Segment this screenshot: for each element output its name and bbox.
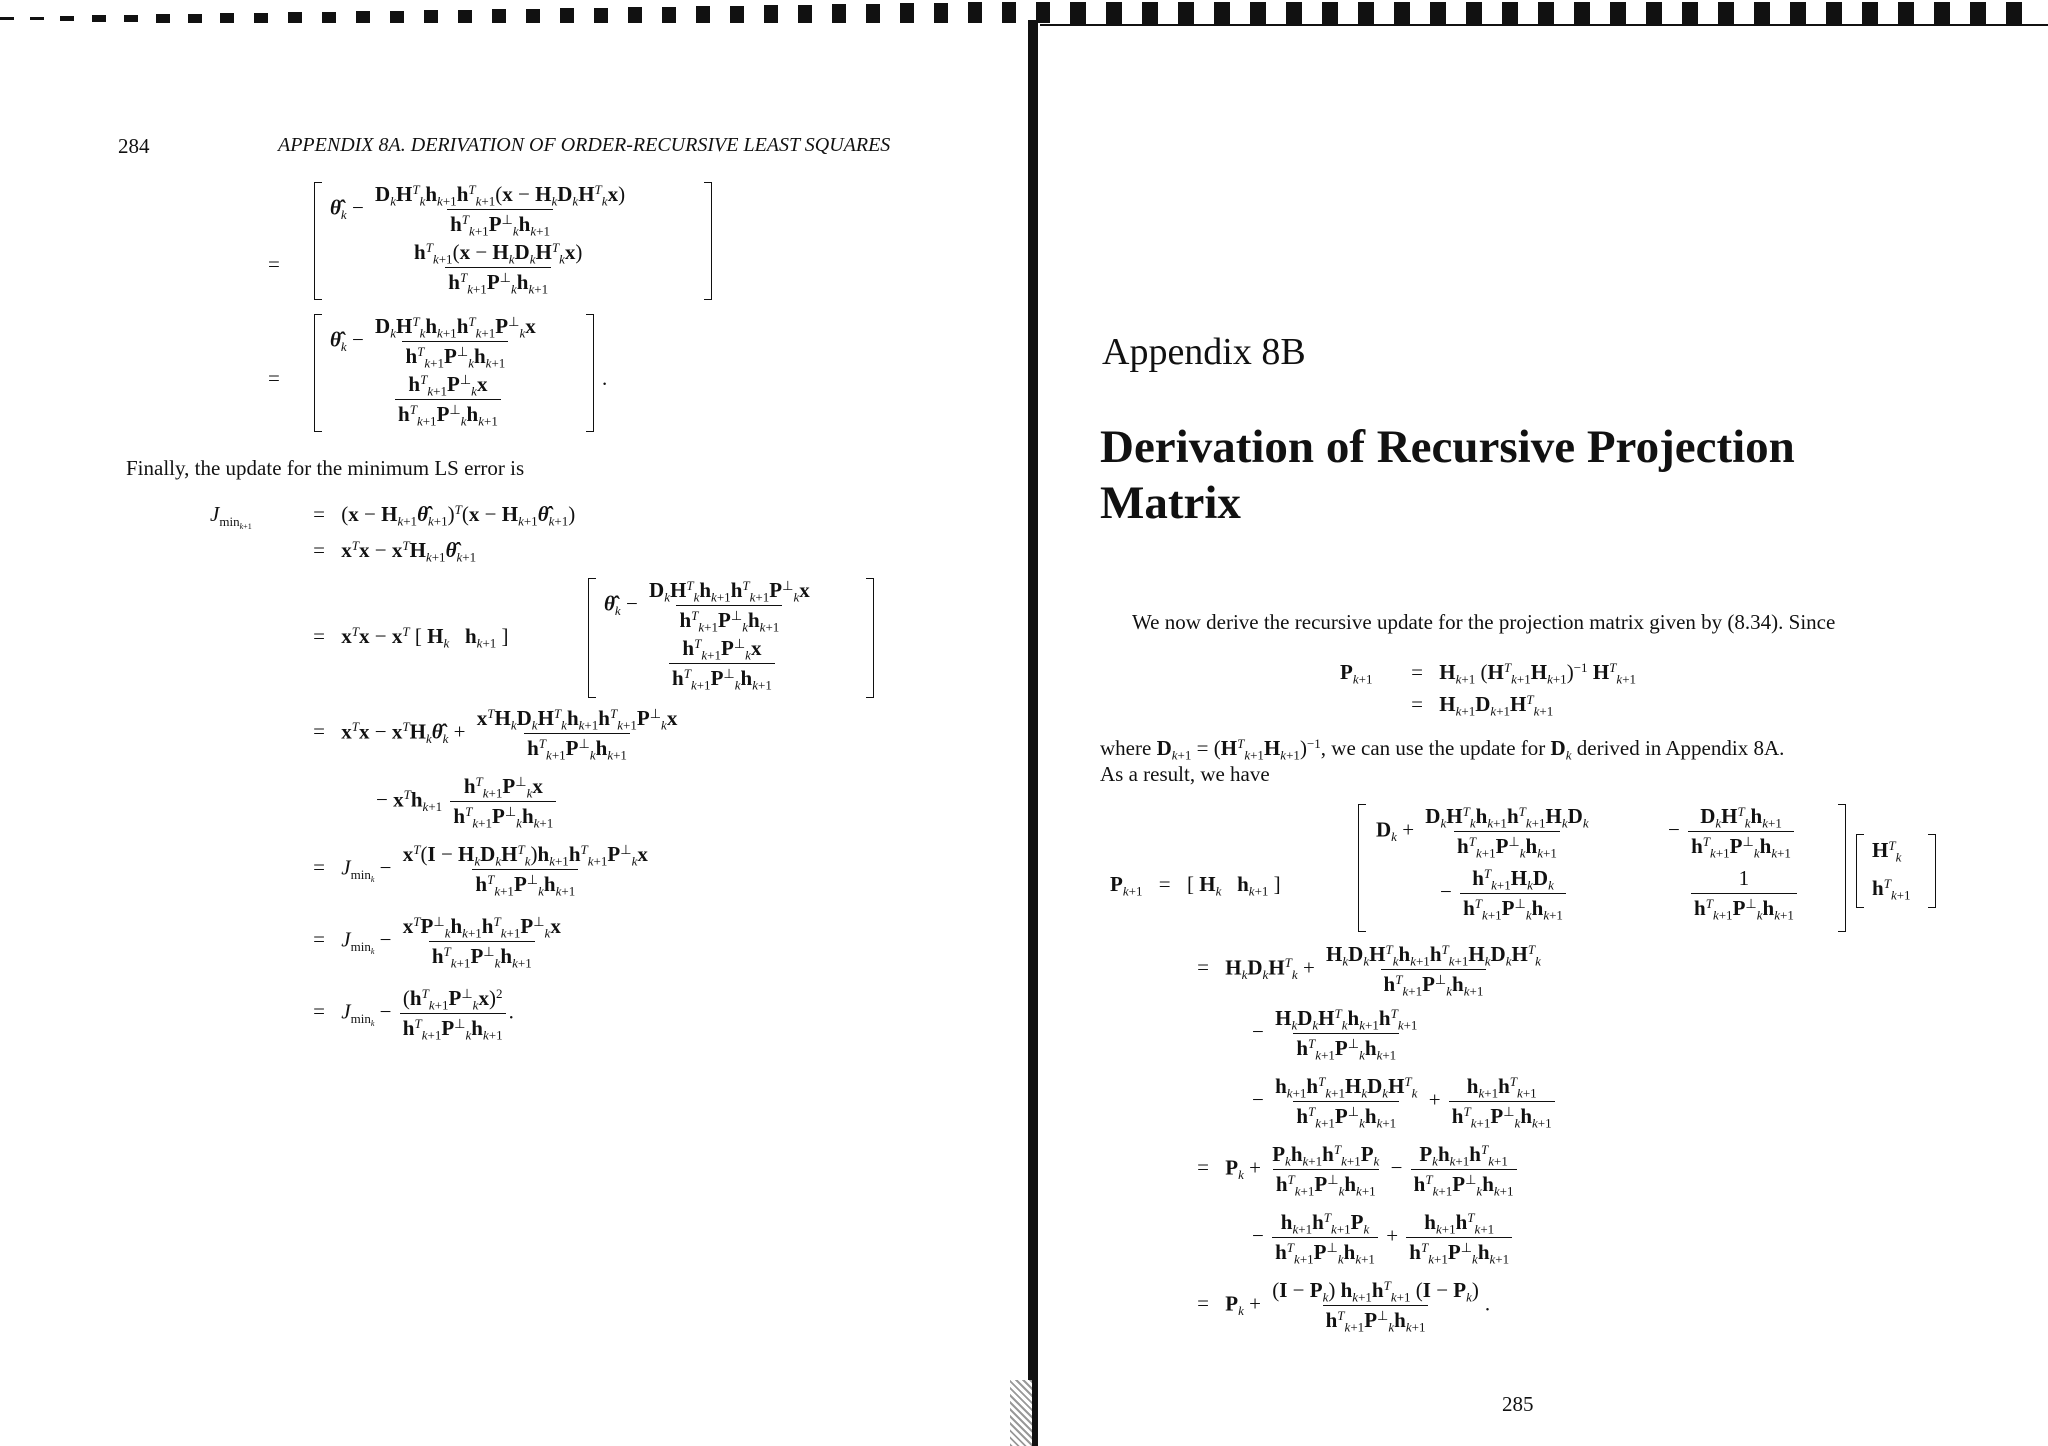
paragraph-intro: We now derive the recursive update for the projection matrix given by (8.34). Since: [1132, 610, 1836, 634]
appendix-label: Appendix 8B: [1102, 331, 1306, 373]
gutter-shadow: [1010, 1380, 1032, 1446]
book-gutter: [1028, 20, 1038, 1446]
chapter-title-line1: Derivation of Recursive Projection: [1100, 421, 1795, 473]
page-number-right: 285: [1502, 1392, 1534, 1416]
page-top-edge: [0, 0, 2048, 32]
paragraph-where: where $D_{k+1} = (H^T_{k+1}H_{k+1})^{-1}$, we can use the update for $D_k$ derived in Appendix 8A.: [1100, 735, 1785, 763]
paragraph-update: Finally, the update for the minimum LS error is: [126, 456, 525, 480]
paragraph-result: As a result, we have: [1100, 762, 1270, 786]
chapter-title-line2: Matrix: [1100, 477, 1241, 529]
page-number-left: 284: [118, 134, 150, 158]
running-head: APPENDIX 8A. DERIVATION OF ORDER-RECURSIVE LEAST SQUARES: [278, 134, 891, 156]
perforation-strip: [0, 0, 2048, 32]
